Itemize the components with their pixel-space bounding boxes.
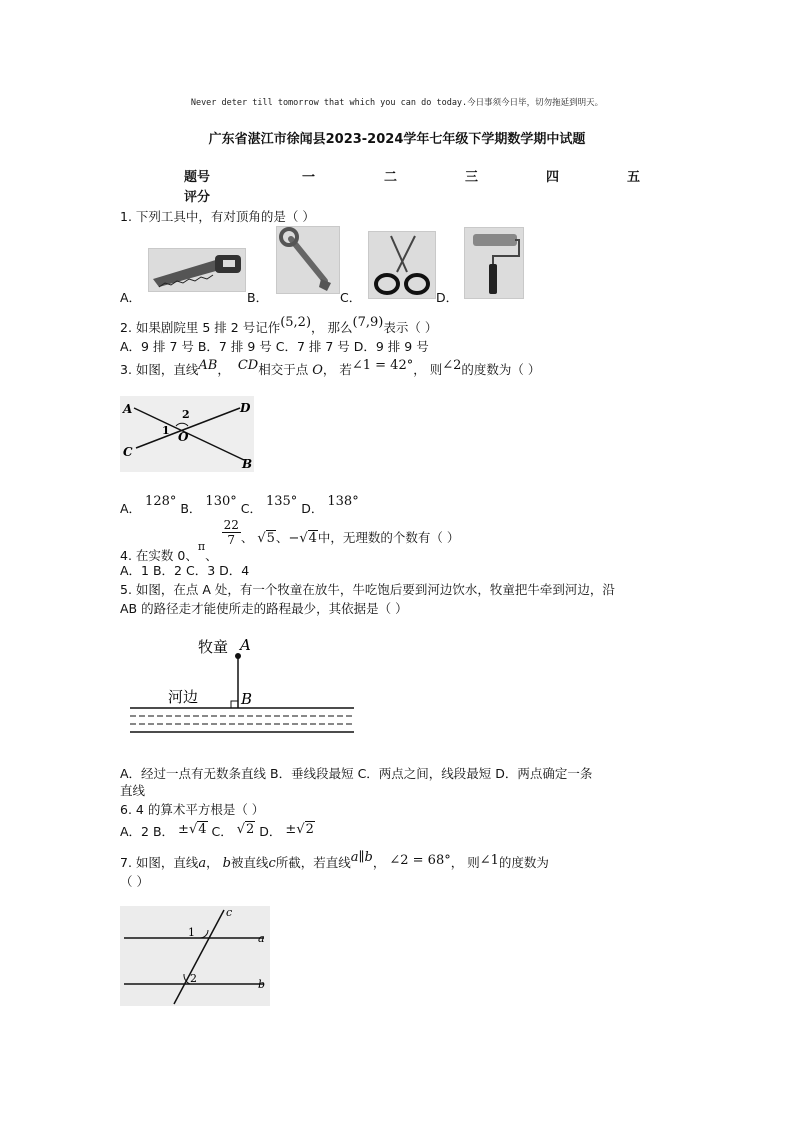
q3-o: O: [312, 363, 323, 378]
q5-options-line-2: 直线: [120, 783, 146, 798]
wrench-icon: [276, 226, 340, 294]
q7-stem-a: 7. 如图，直线: [120, 855, 199, 870]
q3-stem-e: 的度数为（ ）: [461, 362, 541, 377]
q3-label-b: B: [242, 457, 253, 471]
q4-sep-3: 、: [275, 530, 289, 545]
q2-coord-1: (5,2): [280, 315, 312, 330]
q1-option-b: B．: [247, 290, 269, 305]
q7-label-2: 2: [190, 972, 197, 985]
q3-opt-c: C．: [240, 501, 262, 516]
q3-label-2: 2: [182, 408, 190, 421]
q7-stem-b: ，: [206, 855, 223, 870]
q7-a: a: [198, 856, 207, 871]
q7-stem-tail: （ ）: [120, 874, 149, 889]
q6-opt-a-b: A．2 B．: [120, 824, 175, 839]
q4-stem-a: 4. 在实数 0、: [120, 548, 198, 563]
q1-option-c: C．: [340, 290, 362, 305]
q4-sep-2: 、: [240, 530, 254, 545]
q4-frac-numerator: 22: [223, 518, 239, 532]
q7-stem-f: ， 则: [450, 855, 480, 870]
q4-stem-b: 中，无理数的个数有（ ）: [317, 530, 460, 545]
q7-stem-e: ，: [372, 855, 390, 870]
q3-condition: ∠1 = 42°: [351, 358, 414, 373]
q3-label-c: C: [123, 445, 133, 459]
q3-stem-a: 3. 如图，直线: [120, 362, 199, 377]
q3-label-a: A: [123, 402, 133, 416]
score-table-label-row: 题号: [184, 170, 211, 185]
q7-c: c: [268, 856, 276, 871]
q3-val-d: 138°: [327, 494, 359, 509]
q4-fraction: [222, 518, 241, 547]
q6-pm-sqrt-4: ±√4: [178, 822, 207, 837]
score-col-1: 一: [302, 170, 316, 185]
q4-options: A．1 B．2 C．3 D．4: [120, 563, 250, 578]
q6-options: [120, 822, 315, 840]
q3-label-o: O: [178, 430, 189, 444]
q2-stem-c: 表示（ ）: [383, 320, 438, 335]
q5-label-river: 河边: [168, 688, 199, 706]
page-title: 广东省湛江市徐闻县2023-2024学年七年级下学期数学期中试题: [208, 132, 586, 147]
q3-val-a: 128°: [145, 494, 177, 509]
score-col-2: 二: [384, 170, 398, 185]
q3-options: [120, 494, 359, 517]
q7-label-b: b: [258, 978, 266, 991]
q4-sqrt-5: √5: [257, 531, 275, 546]
q3-angle-2: ∠2: [442, 358, 462, 373]
score-col-4: 四: [546, 170, 560, 185]
q7-label-a: a: [258, 932, 265, 945]
paint-roller-icon: [464, 227, 524, 299]
q3-stem-d: ， 则: [413, 362, 443, 377]
q5-label-herder: 牧童: [198, 638, 229, 656]
score-col-3: 三: [465, 170, 479, 185]
q7-condition: ∠2 = 68°: [389, 853, 451, 868]
q1-stem: 1. 下列工具中，有对顶角的是（ ）: [120, 209, 315, 224]
q6-opt-c: C．: [211, 824, 233, 839]
q5-stem-line-1: 5. 如图，在点 A 处，有一个牧童在放牛，牛吃饱后要到河边饮水，牧童把牛牵到河边，沿: [120, 582, 615, 597]
q7-stem-c: 被直线: [230, 855, 269, 870]
q3-opt-b: B．: [180, 501, 202, 516]
q4-sep-1: 、: [205, 548, 218, 563]
q7-stem-g: 的度数为: [498, 855, 549, 870]
q7-label-c: c: [226, 906, 233, 919]
q7-label-1: 1: [188, 926, 195, 939]
q3-val-c: 135°: [265, 494, 298, 509]
q3-opt-a: A．: [120, 501, 142, 516]
q6-stem: 6. 4 的算术平方根是（ ）: [120, 802, 265, 817]
q4-stem: [120, 518, 460, 563]
q5-figure: [124, 632, 360, 744]
q3-stem: [120, 360, 540, 378]
q7-parallel: a∥b: [350, 850, 373, 865]
q7-figure: [120, 906, 270, 1006]
q6-sqrt-2: √2: [236, 822, 255, 837]
q5-label-b: B: [241, 690, 253, 708]
saw-icon: [148, 248, 246, 292]
q7-b: b: [222, 856, 231, 871]
scissors-icon: [368, 231, 436, 299]
score-table-label-score: 评分: [184, 190, 211, 205]
page-header-motto: Never deter till tomorrow that which you can do today.今日事须今日毕，切勿拖延到明天。: [190, 98, 604, 108]
q4-neg-sqrt-4: −√4: [288, 531, 317, 546]
q3-figure: [120, 396, 254, 472]
q2-coord-2: (7,9): [352, 315, 384, 330]
q2-stem-a: 2. 如果剧院里 5 排 2 号记作: [120, 320, 281, 335]
q3-label-d: D: [240, 401, 251, 415]
q5-stem-line-2: AB 的路径走才能使所走的路程最少，其依据是（ ）: [120, 601, 408, 616]
q4-frac-denominator: 7: [227, 533, 236, 547]
q1-option-d: D．: [436, 290, 459, 305]
q2-stem-b: ， 那么: [311, 320, 353, 335]
q4-pi: π: [197, 540, 206, 553]
q1-option-a: A．: [120, 290, 142, 305]
q3-opt-d: D．: [301, 501, 324, 516]
q6-opt-d: D．: [259, 824, 282, 839]
q3-val-b: 130°: [205, 494, 237, 509]
q7-stem: [120, 850, 549, 871]
q2-options: A．9 排 7 号 B．7 排 9 号 C．7 排 7 号 D．9 排 9 号: [120, 339, 429, 354]
q6-pm-sqrt-2: ±√2: [285, 822, 314, 837]
q5-options-line-1: A．经过一点有无数条直线 B．垂线段最短 C．两点之间，线段最短 D．两点确定一条: [120, 766, 593, 781]
q3-label-1: 1: [162, 424, 170, 437]
q3-ab: AB: [198, 358, 218, 373]
q3-comma: ，: [217, 362, 230, 377]
q3-stem-c: ， 若: [322, 362, 352, 377]
q7-angle-1: ∠1: [479, 853, 499, 868]
q3-stem-b: 相交于点: [258, 362, 309, 377]
q5-label-a: A: [240, 636, 251, 654]
q7-stem-d: 所截，若直线: [275, 855, 351, 870]
q3-cd: CD: [237, 358, 259, 373]
q2-stem: [120, 315, 438, 336]
score-col-5: 五: [627, 170, 641, 185]
